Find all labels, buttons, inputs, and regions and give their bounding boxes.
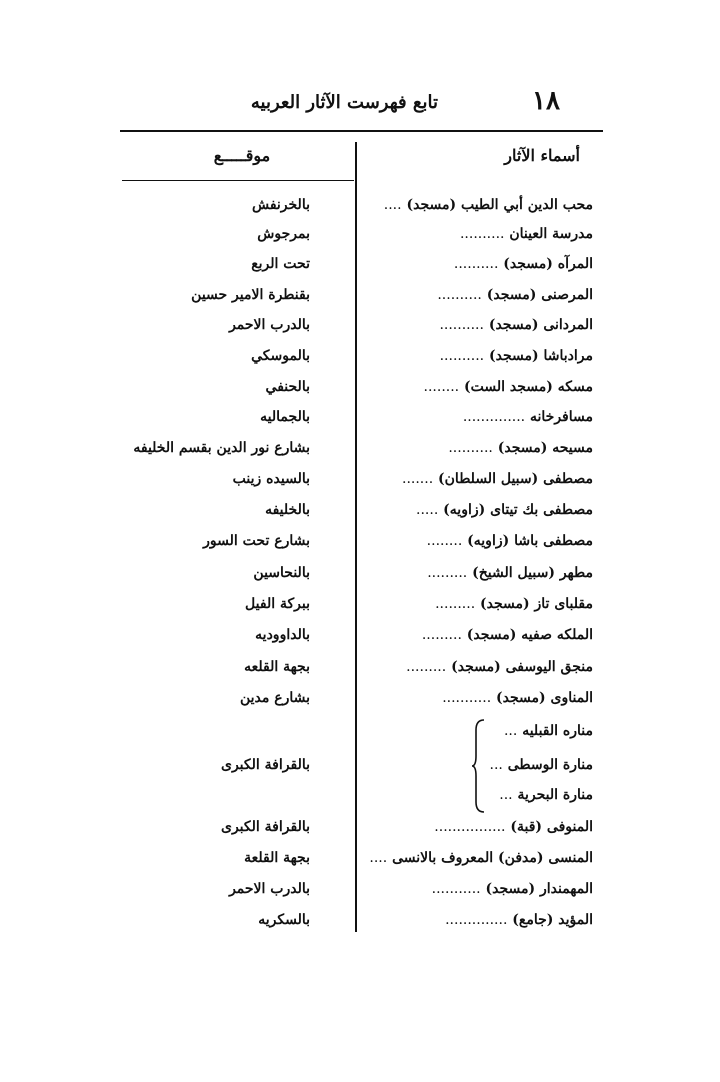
leader-dots: ....... bbox=[402, 471, 434, 487]
monument-name: منارة الوسطى ... bbox=[489, 757, 593, 773]
leader-dots: ........ bbox=[423, 379, 460, 395]
leader-dots: ... bbox=[499, 787, 513, 803]
monument-location: بالخليفه bbox=[265, 502, 310, 518]
monument-name: المنوفى (قبة) ................ bbox=[434, 819, 593, 835]
monument-location: بالسيده زينب bbox=[232, 471, 310, 487]
monument-location: ببركة الفيل bbox=[245, 596, 310, 612]
leader-dots: ......... bbox=[435, 596, 476, 612]
monument-name: مدرسة العينان .......... bbox=[459, 226, 593, 242]
monument-location: بالجماليه bbox=[260, 409, 310, 425]
index-entry bbox=[0, 282, 720, 312]
monument-name: المردانى (مسجد) .......... bbox=[439, 317, 593, 333]
index-entry bbox=[0, 814, 720, 844]
monument-name: مسيحه (مسجد) .......... bbox=[448, 440, 593, 456]
index-entry bbox=[0, 343, 720, 373]
index-entry bbox=[0, 528, 720, 558]
monument-name: مناره القبليه ... bbox=[503, 723, 593, 739]
index-entry bbox=[0, 654, 720, 684]
index-entry bbox=[0, 845, 720, 875]
monument-location: بالسكريه bbox=[258, 912, 310, 928]
page-number: ١٨ bbox=[532, 86, 560, 116]
leader-dots: .......... bbox=[448, 440, 493, 456]
index-entry bbox=[0, 221, 720, 251]
monument-location: بالدرب الاحمر bbox=[229, 317, 310, 333]
column-heading-names: أسماء الآثار bbox=[504, 146, 580, 165]
monument-location: بجهة القلعه bbox=[244, 659, 310, 675]
index-entry bbox=[0, 782, 720, 812]
monument-name: مقلباى تاز (مسجد) ......... bbox=[435, 596, 593, 612]
monument-name: المهمندار (مسجد) ........... bbox=[431, 881, 593, 897]
monument-location: بشارع تحت السور bbox=[203, 533, 310, 549]
leader-dots: .......... bbox=[439, 317, 484, 333]
leader-dots: .... bbox=[383, 197, 402, 213]
monument-name: منارة البحرية ... bbox=[499, 787, 593, 803]
monument-name: الملكه صفيه (مسجد) ......... bbox=[421, 627, 593, 643]
monument-location: بمرجوش bbox=[257, 226, 310, 242]
monument-location: بالخرنفش bbox=[251, 197, 310, 213]
index-entry bbox=[0, 622, 720, 652]
leader-dots: ........ bbox=[426, 533, 463, 549]
index-entry bbox=[0, 560, 720, 590]
leader-dots: ..... bbox=[416, 502, 439, 518]
index-entry bbox=[0, 591, 720, 621]
monument-name: المناوى (مسجد) ........... bbox=[442, 690, 593, 706]
monument-location: بشارع مدين bbox=[239, 690, 310, 706]
monument-name: المنسى (مدفن) المعروف بالانسى .... bbox=[369, 850, 593, 866]
index-entry bbox=[0, 497, 720, 527]
monument-location: تحت الربع bbox=[251, 256, 310, 272]
monument-location: بالنحاسين bbox=[253, 565, 310, 581]
monument-location: بالدرب الاحمر bbox=[229, 881, 310, 897]
leader-dots: ................ bbox=[434, 819, 506, 835]
monument-location: بالحنفي bbox=[265, 379, 310, 395]
monument-name: مرادباشا (مسجد) .......... bbox=[439, 348, 593, 364]
leader-dots: ........... bbox=[442, 690, 492, 706]
leader-dots: .......... bbox=[439, 348, 485, 364]
monument-location: بجهة القلعة bbox=[244, 850, 310, 866]
leader-dots: .......... bbox=[437, 287, 482, 303]
index-entry bbox=[0, 466, 720, 496]
index-entry bbox=[0, 718, 720, 748]
index-entry bbox=[0, 251, 720, 281]
monument-name: محب الدين أبي الطيب (مسجد) .... bbox=[383, 197, 593, 213]
monument-location: بشارع نور الدين بقسم الخليفه bbox=[133, 440, 310, 456]
index-entry bbox=[0, 192, 720, 222]
index-entry bbox=[0, 907, 720, 937]
monument-location: بالموسكي bbox=[251, 348, 310, 364]
monument-name: مطهر (سبيل الشيخ) ......... bbox=[427, 565, 593, 581]
leader-dots: .......... bbox=[459, 226, 505, 242]
index-entry bbox=[0, 752, 720, 782]
monument-name: مصطفى بك تيتاى (زاويه) ..... bbox=[416, 502, 593, 518]
leader-dots: .............. bbox=[462, 409, 526, 425]
monument-name: المرصنى (مسجد) .......... bbox=[437, 287, 593, 303]
index-entry bbox=[0, 374, 720, 404]
monument-name: المؤيد (جامع) .............. bbox=[445, 912, 593, 928]
leader-dots: .............. bbox=[445, 912, 508, 928]
monument-name: مسكه (مسجد الست) ........ bbox=[423, 379, 593, 395]
leader-dots: .......... bbox=[453, 256, 499, 272]
monument-name: مسافرخانه .............. bbox=[462, 409, 593, 425]
index-entry bbox=[0, 876, 720, 906]
index-entry bbox=[0, 435, 720, 465]
leader-dots: ......... bbox=[427, 565, 468, 581]
monument-name: مصطفى باشا (زاويه) ........ bbox=[426, 533, 593, 549]
leader-dots: ......... bbox=[406, 659, 447, 675]
monument-location: بقنطرة الامير حسين bbox=[191, 287, 310, 303]
monument-location: بالقرافة الكبرى bbox=[221, 757, 310, 773]
index-entry bbox=[0, 404, 720, 434]
grouping-brace bbox=[470, 718, 488, 814]
column-heading-location: موقـــــع bbox=[213, 146, 271, 165]
running-title: تابع فهرست الآثار العربيه bbox=[250, 92, 438, 113]
monument-name: مصطفى (سبيل السلطان) ....... bbox=[402, 471, 593, 487]
index-entry bbox=[0, 685, 720, 715]
leader-dots: ......... bbox=[421, 627, 462, 643]
monument-location: بالقرافة الكبرى bbox=[221, 819, 310, 835]
monument-location: بالداووديه bbox=[255, 627, 310, 643]
index-entry bbox=[0, 312, 720, 342]
monument-name: منجق اليوسفى (مسجد) ......... bbox=[406, 659, 593, 675]
leader-dots: .... bbox=[369, 850, 388, 866]
leader-dots: ... bbox=[503, 723, 518, 739]
leader-dots: ........... bbox=[431, 881, 481, 897]
monument-name: المرآه (مسجد) .......... bbox=[453, 256, 593, 272]
leader-dots: ... bbox=[489, 757, 503, 773]
